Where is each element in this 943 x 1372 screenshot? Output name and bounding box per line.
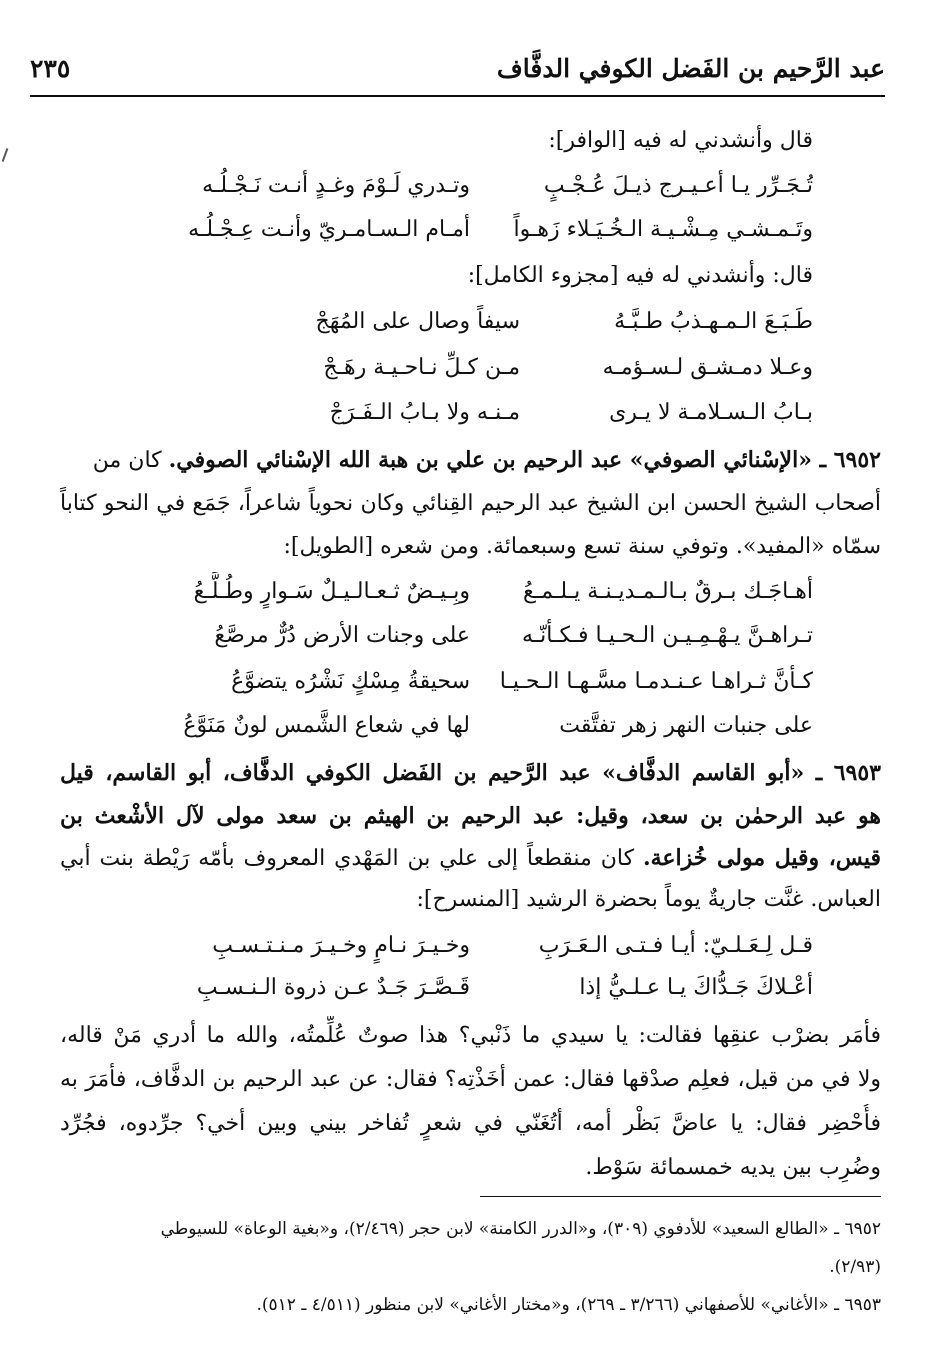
poem2-verse1-hemistich2: سيفاً وصال على المُهَجْ: [315, 309, 520, 334]
poem2-intro: قال: وأنشدني له فيه [مجزوء الكامل]:: [467, 263, 813, 288]
entry6953-line3-rest: كان منقطعاً إلى علي بن المَهْدي المعروف بأمّه رَيْطة بنت أبي: [60, 846, 635, 871]
entry6953-verse2-hemistich2: قَـصَّـرَ جَـدٌ عـن ذروة الـنـسـبِ: [196, 975, 470, 1000]
entry6953-heading-line1: ٦٩٥٣ ـ «أبو القاسم الدفَّاف» عبد الرَّحيم بن الفَضل الكوفي الدفَّاف، أبو القاسم، قيل: [60, 760, 881, 786]
entry6952-verse2-hemistich2: على وجنات الأرض دُرٌّ مرصَّعُ: [214, 623, 470, 648]
entry6952-line1: [60, 440, 881, 481]
entry6952-verse3-hemistich2: سحيقةُ مِسْكٍ نَشْرُه يتضوَّعُ: [231, 669, 470, 694]
footnote-rule: [480, 1196, 881, 1197]
entry6952-verse1-hemistich2: وبِـيـضٌ ثـعـالـيـلٌ سَـوارٍ وطُـلَّـعُ: [193, 579, 470, 604]
entry6953-para-line2: ولا في من قيل، فعلِم صدْقها فقال: عمن أخَذْتِه؟ فقال: عن عبد الرحيم بن الدفَّاف، فأمَرَ به: [60, 1067, 881, 1092]
poem1-intro: قال وأنشدني له فيه [الوافر]:: [548, 128, 813, 153]
entry6952-heading: ٦٩٥٢ ـ «الإسْنائي الصوفي» عبد الرحيم بن علي بن هبة الله الإسْنائي الصوفي.: [168, 447, 881, 473]
poem2-verse2-hemistich2: مـن كـلِّ نـاحـيـة رهَـجْ: [323, 355, 520, 380]
poem1-verse1-hemistich1: تُـجَـرِّر يـا أعـيـرج ذيـلَ عُـجْـبٍ: [543, 173, 813, 198]
entry6953-heading-end: قيس، وقيل مولى خُزاعة.: [642, 845, 881, 871]
entry6953-para-line4: وضُرِب بين يديه خمسمائة سَوْط.: [585, 1155, 881, 1180]
entry6952-verse3-hemistich1: كـأنَّ ثـراهـا عـنـدمـا مسَّـهـا الـحـيـا: [499, 669, 813, 694]
entry6952-verse4-hemistich1: على جنبات النهر زهر تفتَّقت: [559, 713, 813, 738]
entry6953-verse2-hemistich1: أعْـلاكَ جَـدُّاكَ يـا عـلـيُّ إذا: [579, 975, 813, 1000]
entry6952-line3: سمّاه «المفيد». وتوفي سنة تسع وسبعمائة. ومن شعره [الطويل]:: [283, 534, 881, 559]
entry6953-verse1-hemistich2: وخـيـرَ نـامٍ وخـيـرَ مـنـتـسـبِ: [212, 933, 470, 958]
poem1-verse1-hemistich2: وتـدري لَـوْمَ وغـدٍ أنـت نَـجْـلُـه: [202, 173, 470, 198]
poem2-verse3-hemistich1: بـابُ الـسـلامـة لا يـرى: [609, 400, 813, 425]
entry6952-verse4-hemistich2: لها في شعاع الشَّمس لونٌ مَنَوَّعُ: [183, 713, 470, 738]
poem2-verse1-hemistich1: طَـبَـعَ الـمـهـذبُ طـبَّـهُ: [614, 309, 813, 334]
footnote-6953: ٦٩٥٣ ـ «الأغاني» للأصفهاني (٣/٢٦٦ ـ ٢٦٩)، و«مختار الأغاني» لابن منظور (٤/٥١١ ـ ٥١٢).: [256, 1295, 881, 1315]
entry6953-verse1-hemistich1: قـل لِـعَـلـيّ: أيـا فـتـى الـعَـرَبِ: [538, 933, 813, 958]
entry6953-para-line3: فأُحْضِر فقال: يا عاضَّ بَظْر أمه، أتُغَنّي في شعرٍ تُفاخر بيني وبين أخي؟ جرِّدوه، فجُرِّد: [60, 1111, 881, 1136]
entry6953-para-line1: فأمَر بضرْب عنقِها فقالت: يا سيدي ما ذَنْبي؟ هذا صوتٌ عُلِّمتُه، والله ما أدري مَنْ قاله،: [60, 1023, 881, 1048]
page-number: ٢٣٥: [30, 54, 71, 83]
header-title: عبد الرَّحيم بن الفَضل الكوفي الدفَّاف: [496, 54, 885, 83]
entry6953-line3: [60, 838, 881, 879]
footnote-6952-line1: ٦٩٥٢ ـ «الطالع السعيد» للأدفوي (٣٠٩)، و«الدرر الكامنة» لابن حجر (٢/٤٦٩)، و«بغية الوعاة» للسيوطي: [160, 1219, 881, 1239]
margin-mark: [2, 148, 9, 162]
footnote-6952-line2: (٢/٩٣).: [829, 1257, 881, 1277]
entry6952-verse2-hemistich1: تـراهـنَّ يـهْـمِـيـن الـحـيـا فـكـأنّـه: [521, 623, 813, 648]
header-rule: [30, 95, 885, 97]
entry6952-line2: أصحاب الشيخ الحسن ابن الشيخ عبد الرحيم القِنائي وكان نحوياً شاعراً، جَمَع في النحو كتاباً: [60, 491, 881, 516]
poem1-verse2-hemistich1: وتَـمـشـي مِـشْـيـة الـخُـيَـلاء زَهـواً: [513, 217, 813, 242]
entry6953-line4: العباس. غنَّت جاريةٌ يوماً بحضرة الرشيد [المنسرح]:: [416, 887, 881, 912]
poem1-verse2-hemistich2: أمـام الـسـامـريّ وأنـت عِـجْـلُـه: [188, 217, 470, 242]
entry6953-heading-line2: هو عبد الرحمٰن بن سعد، وقيل: عبد الرحيم بن الهيثم بن سعد مولى لآل الأشْعث بن: [60, 803, 881, 829]
entry6952-line1-rest: كان من: [92, 448, 162, 473]
running-header: [30, 48, 885, 92]
poem2-verse3-hemistich2: مـنـه ولا بـابُ الـفَـرَجْ: [329, 400, 520, 425]
poem2-verse2-hemistich1: وعـلا دمـشـق لـسـؤمـه: [602, 355, 813, 380]
entry6952-verse1-hemistich1: أهـاجَـك بـرقٌ بـالـمـديـنـة يـلـمـعُ: [523, 579, 813, 604]
